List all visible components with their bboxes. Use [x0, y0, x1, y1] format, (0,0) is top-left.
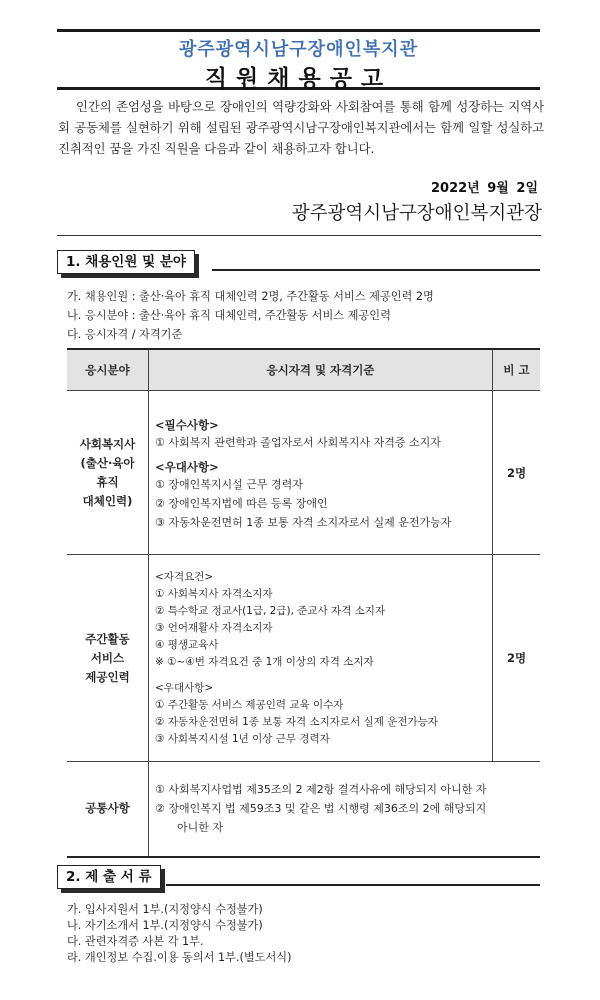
field-cell: [67, 555, 149, 762]
org-title: 광주광역시남구장애인복지관: [178, 39, 419, 60]
criteria-item: ② 특수학교 정교사(1급, 2급), 준교사 자격 소지자: [155, 604, 386, 617]
field-text: 서비스: [90, 650, 125, 665]
criteria-item: ① 장애인복지시설 근무 경력자: [155, 478, 303, 491]
field-text: 제공인력: [85, 669, 130, 684]
document-item: 다. 관련자격증 사본 각 1부.: [67, 935, 204, 948]
criteria-item: ③ 사회복지시설 1년 이상 근무 경력자: [155, 732, 330, 745]
table-header-row: [67, 349, 540, 391]
title-box: [57, 29, 540, 90]
page-title: 직원채용공고: [204, 66, 393, 92]
criteria-item: ② 자동차운전면허 1종 보통 자격 소지자로서 실제 운전가능자: [155, 715, 438, 728]
divider: [57, 235, 541, 236]
intro-line: 지역사회 공동체를 실현하기 위해 설립된 광주광역시남구장애인복지관에서는 함께: [58, 100, 544, 135]
section-rule: [212, 269, 540, 271]
preferred-title: <우대사항>: [155, 460, 219, 474]
requirements-title: <자격요건>: [155, 570, 214, 583]
criteria-item: ① 주간활동 서비스 제공인력 교육 이수자: [155, 698, 344, 711]
criteria-item: ④ 평생교육사: [155, 638, 219, 651]
table-row: [67, 762, 540, 857]
col-header-field: 응시분야: [67, 349, 149, 391]
field-text: 사회복지사: [79, 436, 136, 451]
table-row: [67, 555, 540, 762]
intro-line: 일할 성실하고 진취적인 꿈을 가진 직원을 다음과 같이 채용하고자 합니다.: [58, 121, 544, 156]
criteria-item: ※ ①~④번 자격요건 중 1개 이상의 자격 소지자: [155, 655, 374, 668]
criteria-item: ① 사회복지사업법 제35조의 2 제2항 결격사유에 해당되지 아니한 자: [155, 783, 487, 797]
section-heading-documents: 2. 제 출 서 류: [57, 865, 161, 889]
document-item: 가. 입사지원서 1부.(지정양식 수정불가): [67, 903, 263, 916]
criteria-item: ② 장애인복지법에 따른 등록 장애인: [155, 497, 328, 510]
criteria-cell: [149, 555, 493, 762]
criteria-item: ① 사회복지 관련학과 졸업자로서 사회복지사 자격증 소지자: [155, 436, 441, 449]
issuer-name: 광주광역시남구장애인복지관장: [291, 203, 542, 224]
qualification-line: 다. 응시자격 / 자격기준: [67, 328, 183, 341]
criteria-cell: [149, 391, 493, 555]
document-item: 라. 개인정보 수집.이용 동의서 1부.(별도서식): [67, 951, 292, 964]
common-criteria-cell: [149, 762, 541, 857]
criteria-item: ① 사회복지사 자격소지자: [155, 587, 273, 600]
field-cell: [67, 391, 149, 555]
field-cell: 공통사항: [67, 762, 149, 857]
required-title: <필수사항>: [155, 418, 219, 432]
col-header-note: 비 고: [493, 349, 541, 391]
field-text: 주간활동: [85, 631, 130, 646]
application-field-line: 나. 응시분야 : 출산·육아 휴직 대체인력, 주간활동 서비스 제공인력: [67, 309, 391, 322]
intro-line: 인간의 존엄성을 바탕으로 장애인의 역량강화와 사회참여를 통해 함께 성장하는: [76, 100, 504, 114]
table-row: [67, 391, 540, 555]
recruit-count-line: 가. 채용인원 : 출산·육아 휴직 대체인력 2명, 주간활동 서비스 제공인력 2명: [67, 290, 434, 303]
criteria-item: ② 장애인복지 법 제59조3 및 같은 법 시행령 제36조의 2에 해당되지 아니한 자: [155, 802, 487, 835]
col-header-criteria: 응시자격 및 자격기준: [149, 349, 493, 391]
document-item: 나. 자기소개서 1부.(지정양식 수정불가): [67, 919, 263, 932]
qualification-table: [67, 348, 540, 858]
criteria-item: ③ 언어재활사 자격소지자: [155, 621, 273, 634]
note-cell: 2명: [493, 555, 541, 762]
note-cell: 2명: [493, 391, 541, 555]
field-text: (출산·육아: [80, 455, 135, 470]
intro-paragraph: [58, 97, 544, 160]
criteria-item: ③ 자동차운전면허 1종 보통 자격 소지자로서 실제 운전가능자: [155, 516, 452, 529]
section-heading-recruitment: 1. 채용인원 및 분야: [57, 250, 195, 274]
field-text: 휴직: [96, 474, 119, 489]
section-rule: [166, 884, 540, 886]
field-text: 대체인력): [82, 493, 133, 508]
preferred-title: <우대사항>: [155, 681, 214, 694]
announcement-date: 2022년 9월 2일: [431, 181, 538, 196]
